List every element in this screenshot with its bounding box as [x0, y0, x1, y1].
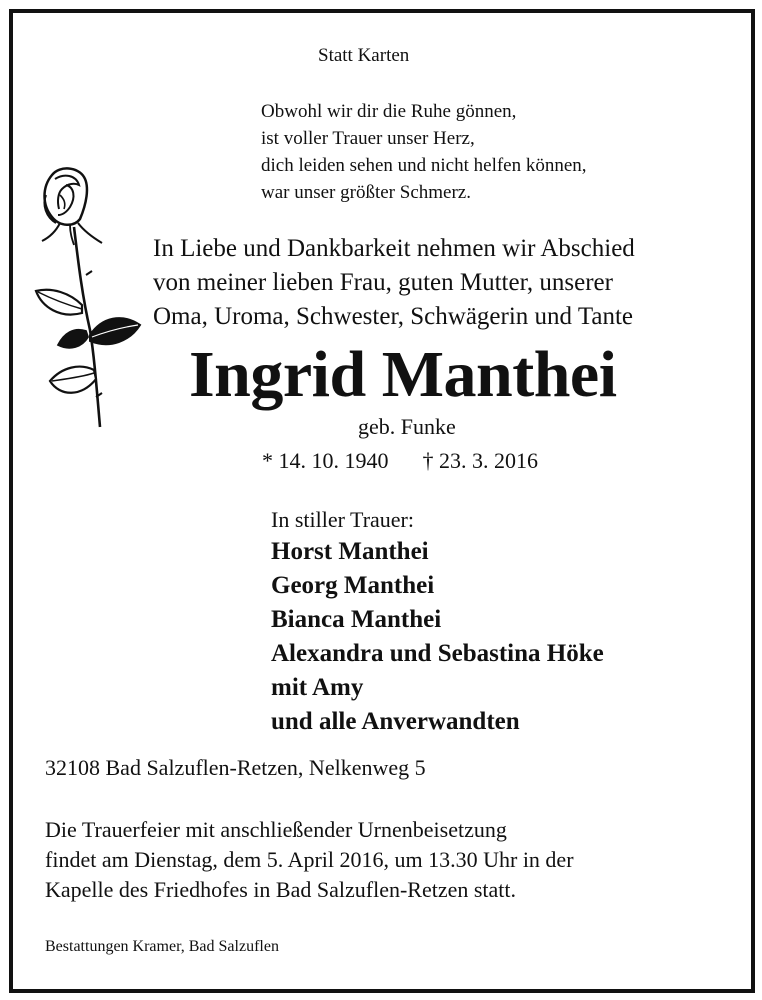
- mourners-list: [271, 535, 604, 739]
- mourner-name: und alle Anverwandten: [271, 708, 520, 735]
- farewell-line: von meiner lieben Frau, guten Mutter, unserer: [153, 269, 613, 296]
- address: 32108 Bad Salzuflen-Retzen, Nelkenweg 5: [45, 755, 426, 780]
- poem-line: war unser größter Schmerz.: [261, 182, 471, 203]
- birth-date: * 14. 10. 1940: [262, 448, 389, 473]
- mourner-name: Alexandra und Sebastina Höke: [271, 640, 604, 667]
- service-line: findet am Dienstag, dem 5. April 2016, um 13.30 Uhr in der: [45, 847, 574, 872]
- service-line: Kapelle des Friedhofes in Bad Salzuflen-Retzen statt.: [45, 877, 517, 902]
- poem-line: dich leiden sehen und nicht helfen können,: [261, 155, 587, 176]
- funeral-home: Bestattungen Kramer, Bad Salzuflen: [45, 938, 279, 955]
- death-date: † 23. 3. 2016: [422, 448, 538, 473]
- birth-name: geb. Funke: [358, 414, 456, 439]
- mourner-name: Georg Manthei: [271, 572, 435, 599]
- service-info: [45, 815, 574, 905]
- deceased-name: Ingrid Manthei: [189, 338, 617, 411]
- poem-line: Obwohl wir dir die Ruhe gönnen,: [261, 101, 517, 122]
- life-dates: [262, 448, 538, 474]
- farewell-line: In Liebe und Dankbarkeit nehmen wir Abschied: [153, 235, 635, 262]
- farewell-text: [153, 232, 635, 334]
- rose-icon: [30, 165, 145, 430]
- poem: [261, 98, 587, 206]
- mourner-name: mit Amy: [271, 674, 364, 701]
- notice-header: Statt Karten: [318, 45, 410, 66]
- service-line: Die Trauerfeier mit anschließender Urnenbeisetzung: [45, 817, 507, 842]
- mourning-label: In stiller Trauer:: [271, 507, 414, 532]
- poem-line: ist voller Trauer unser Herz,: [261, 128, 475, 149]
- mourner-name: Horst Manthei: [271, 538, 429, 565]
- mourner-name: Bianca Manthei: [271, 606, 442, 633]
- farewell-line: Oma, Uroma, Schwester, Schwägerin und Tante: [153, 303, 633, 330]
